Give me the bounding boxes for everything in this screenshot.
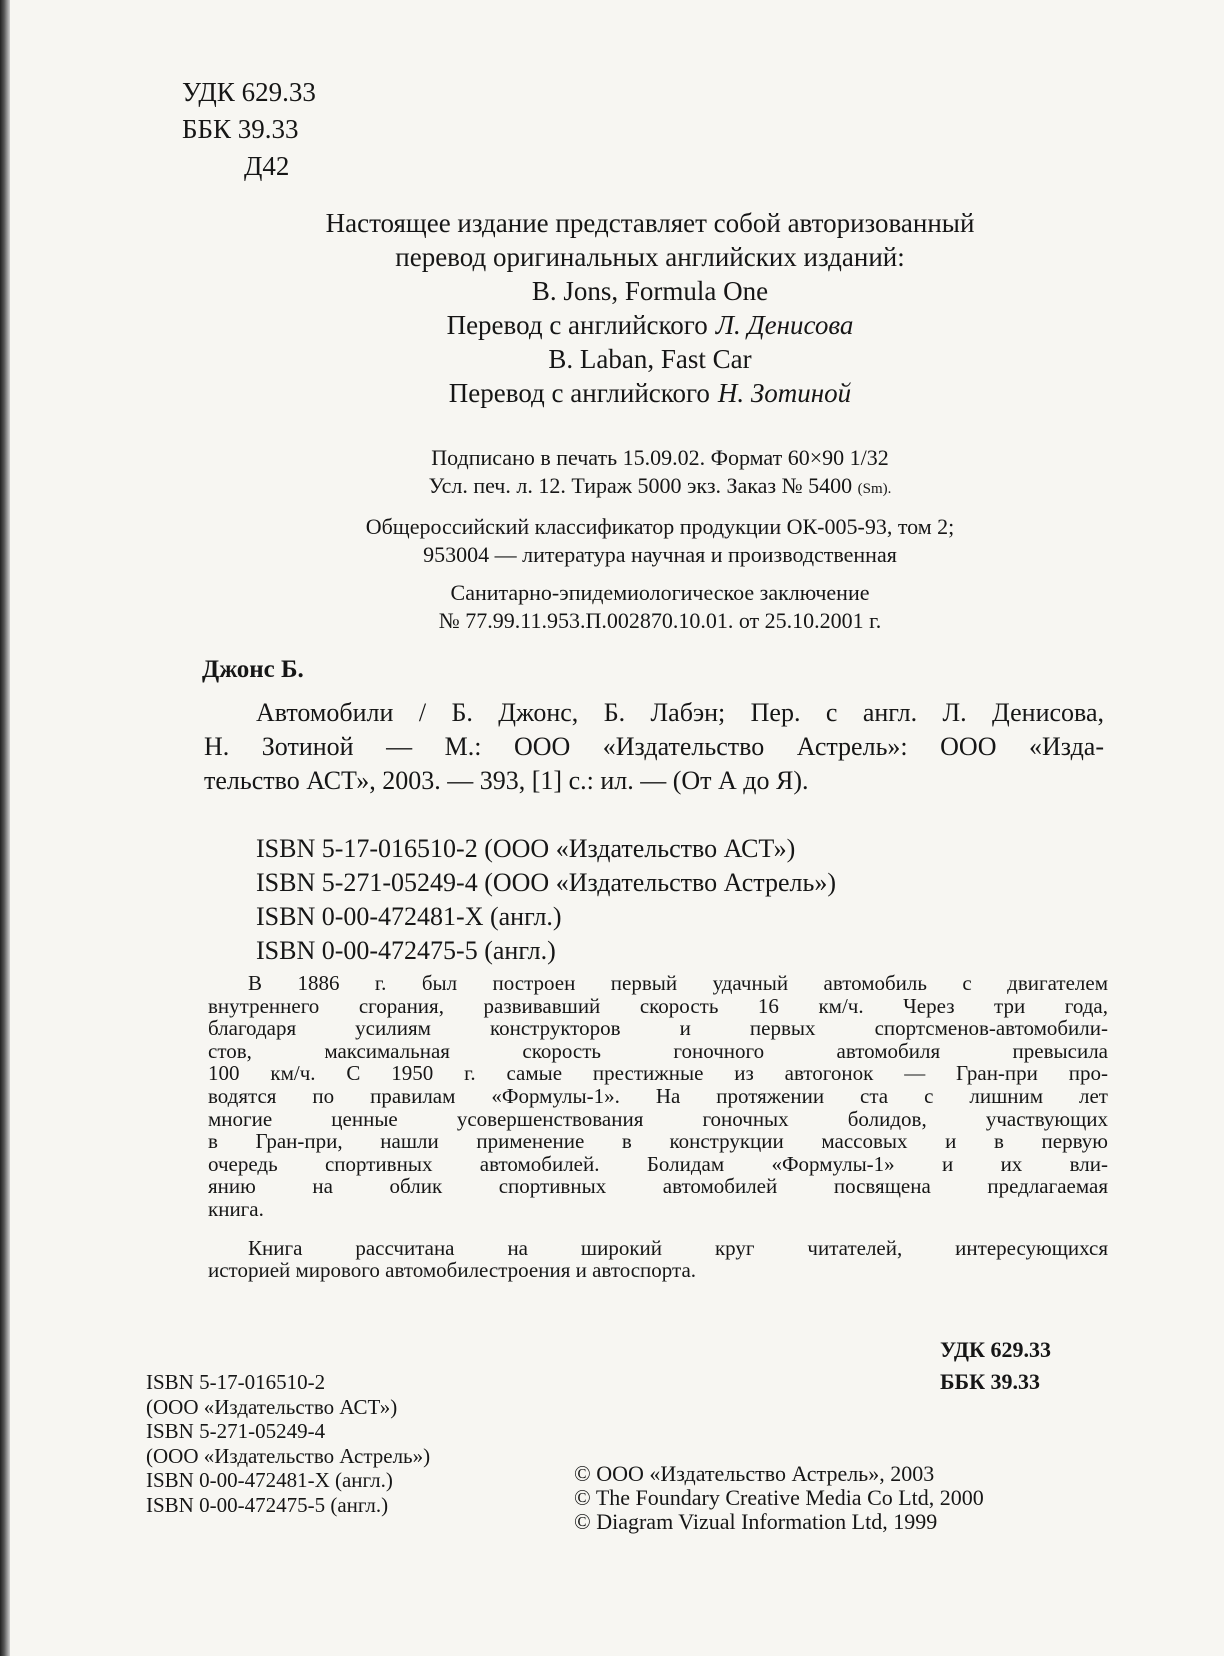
- annotation-line: стов, максимальная скорость гоночного автомобиля превысила: [208, 1038, 1108, 1063]
- translator-1: Л. Денисова: [715, 310, 854, 340]
- copyright-line: © The Foundary Creative Media Co Ltd, 2000: [574, 1485, 984, 1510]
- classifier-line-2: 953004 — литература научная и производственная: [423, 542, 897, 567]
- isbn-entry: ISBN 0-00-472475-5 (англ.): [256, 936, 556, 965]
- translator-2: Н. Зотиной: [717, 378, 852, 408]
- annotation-line: многие ценные усовершенствования гоночных болидов, участвующих: [208, 1106, 1108, 1131]
- isbn-bottom-line: (ООО «Издательство Астрель»): [146, 1443, 431, 1468]
- print-run: [220, 472, 1100, 503]
- isbn-entry: ISBN 5-17-016510-2 (ООО «Издательство АСТ»): [256, 834, 796, 863]
- scan-binding-edge: [0, 0, 10, 1656]
- annotation-line: книга.: [208, 1196, 264, 1221]
- bbk-code-bottom: ББК 39.33: [940, 1369, 1041, 1394]
- classifier-line-1: Общероссийский классификатор продукции ОК-005-93, том 2;: [365, 514, 955, 539]
- copyright-line: © ООО «Издательство Астрель», 2003: [574, 1461, 935, 1486]
- origin-line-1: Настоящее издание представляет собой авторизованный: [325, 208, 975, 238]
- translation-prefix-1: Перевод с английского: [446, 310, 708, 340]
- copyright-notices: [574, 1462, 984, 1534]
- annotation-line: янию на облик спортивных автомобилей посвящена предлагаемая: [208, 1174, 1108, 1199]
- annotation-line: В 1886 г. был построен первый удачный автомобиль с двигателем: [248, 971, 1108, 995]
- description-line: Автомобили / Б. Джонс, Б. Лабэн; Пер. с англ. Л. Денисова,: [256, 698, 1104, 727]
- book-annotation: [208, 972, 1108, 1282]
- bbk-code: ББК 39.33: [182, 114, 299, 144]
- annotation-line: в Гран-при, нашли применение в конструкции массовых и в первую: [208, 1129, 1108, 1154]
- print-run-suffix: (Sm).: [857, 481, 892, 497]
- isbn-list-bottom: [146, 1370, 430, 1517]
- translation-note: [200, 206, 1100, 410]
- annotation-line: благодаря усилиям конструкторов и первых спортсменов-автомобили-: [208, 1016, 1108, 1041]
- original-book-2: B. Laban, Fast Car: [548, 344, 752, 374]
- isbn-bottom-line: ISBN 0-00-472475-5 (англ.): [146, 1492, 389, 1517]
- isbn-list: [256, 832, 836, 968]
- translation-prefix-2: Перевод с английского: [448, 378, 710, 408]
- author-mark: Д42: [244, 151, 290, 181]
- annotation-line: Книга рассчитана на широкий круг читателей, интересующихся: [248, 1235, 1108, 1260]
- description-line: Н. Зотиной — М.: ООО «Издательство Астрель»: ООО «Изда-: [204, 732, 1104, 761]
- copyright-line: © Diagram Vizual Information Ltd, 1999: [574, 1509, 938, 1534]
- description-line: тельство АСТ», 2003. — 393, [1] с.: ил. — (От А до Я).: [204, 766, 809, 795]
- sanitary-line-2: № 77.99.11.953.П.002870.10.01. от 25.10.2001 г.: [438, 608, 882, 633]
- translation-credit-2: [200, 376, 1100, 410]
- bibliographic-description: [204, 696, 1104, 798]
- isbn-bottom-line: ISBN 5-271-05249-4: [146, 1419, 326, 1443]
- isbn-bottom-line: ISBN 5-17-016510-2: [146, 1370, 326, 1394]
- classification-codes-top: [182, 74, 316, 185]
- author-heading: Джонс Б.: [202, 656, 304, 683]
- annotation-line: водятся по правилам «Формулы-1». На протяжении ста с лишним лет: [208, 1083, 1108, 1108]
- isbn-entry: ISBN 5-271-05249-4 (ООО «Издательство Астрель»): [256, 868, 836, 897]
- udk-code: УДК 629.33: [182, 77, 316, 107]
- annotation-line: внутреннего сгорания, развивавший скорость 16 км/ч. Через три года,: [208, 993, 1108, 1018]
- udk-code-bottom: УДК 629.33: [940, 1337, 1052, 1362]
- sanitary-line-1: Санитарно-эпидемиологическое заключение: [450, 580, 870, 605]
- annotation-line: очередь спортивных автомобилей. Болидам «Формулы-1» и их вли-: [208, 1151, 1108, 1176]
- isbn-entry: ISBN 0-00-472481-X (англ.): [256, 902, 562, 931]
- isbn-bottom-line: ISBN 0-00-472481-X (англ.): [146, 1468, 393, 1492]
- signed-to-print: Подписано в печать 15.09.02. Формат 60×90 1/32: [431, 445, 889, 470]
- printing-details: [220, 444, 1100, 635]
- original-book-1: B. Jons, Formula One: [531, 276, 769, 306]
- annotation-line: историей мирового автомобилестроения и автоспорта.: [208, 1258, 697, 1283]
- isbn-bottom-line: (ООО «Издательство АСТ»): [146, 1394, 398, 1419]
- translation-credit-1: [200, 308, 1100, 342]
- classification-codes-bottom: [940, 1334, 1051, 1398]
- print-run-main: Усл. печ. л. 12. Тираж 5000 экз. Заказ № 5400: [428, 473, 853, 498]
- annotation-line: 100 км/ч. С 1950 г. самые престижные из автогонок — Гран-при про-: [208, 1061, 1108, 1086]
- origin-line-2: перевод оригинальных английских изданий:: [395, 242, 905, 272]
